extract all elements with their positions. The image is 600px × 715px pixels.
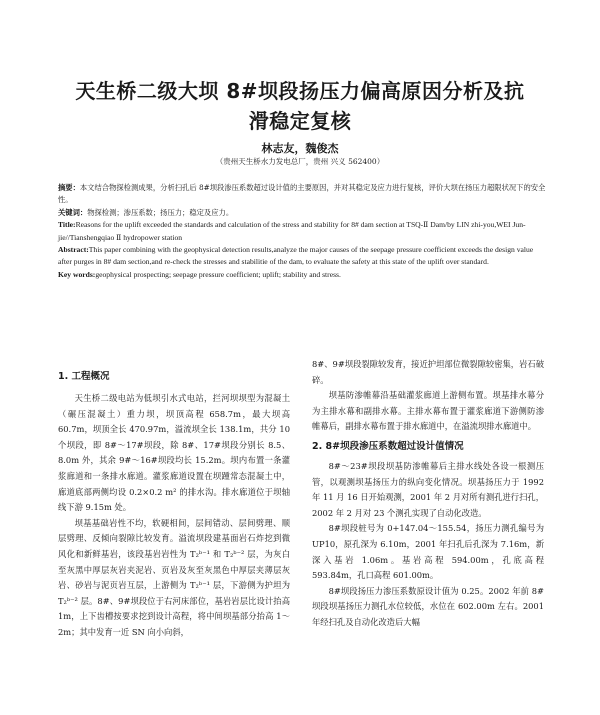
keywords-cn-text: 物探检测；渗压系数；扬压力；稳定及应力。	[87, 207, 234, 217]
abstract-en	[58, 244, 546, 269]
section-1-paragraph-1: 天生桥二级电站为低坝引水式电站，拦河坝坝型为混凝土（碾压混凝土）重力坝，坝顶高程 658.7m，最大坝高 60.7m，坝顶全长 470.97m，溢流坝全长 138.1m，共分 10 个坝段，即 8#～17#坝段，除 8#、17#坝段分别长 8.5、8.0m 外，其余 9#～16#坝段均长 15.2m。坝内布置一条灌浆廊道和一条排水廊道。灌浆廊道设置在坝踵常态混凝土中，廊道底部两侧均设 0.2×0.2 m² 的排水沟。排水廊道位于坝轴线下游 9.15m 处。	[58, 393, 290, 513]
abstract-en-text: This paper combining with the geophysical detection results,analyze the major causes of the seepage pressure coefficient exceeds the design value after purges in 8# dam section,and re-check the stresses and stabilitie of the dam, to evaluate the safety at this state of the uplift over standard.	[58, 245, 534, 267]
left-column	[58, 369, 290, 641]
abstract-cn-label: 摘要：	[58, 183, 80, 192]
keywords-cn	[58, 207, 546, 219]
section-1-paragraph-2: 坝基基础岩性不均，软硬相间，层间错动、层间劈理、顺层劈理、反倾向裂隙比较发育。溢流坝段建基面岩石炸挖到微风化和新鲜基岩，该段基岩岩性为 T₂ᵇ⁻¹ 和 T₂ᵇ⁻² 层，为灰白至灰黑中厚层灰岩夹泥岩、页岩及灰至灰黑色中厚层夹薄层灰岩、砂岩与泥页岩互层，上游侧为 T₂ᵇ⁻¹ 层，下游侧为护坦为 T₂ᵇ⁻² 层。8#、9#坝段位于右河床部位，基岩岩层比设计抬高 1m，上下齿槽按要求挖到设计高程，将中间坝基部分抬高 1～2m；其中发育一近 SN 向小向斜，	[58, 517, 290, 637]
paper-title	[40, 76, 560, 136]
keywords-cn-label: 关键词：	[58, 207, 88, 217]
abstract-cn-text: 本文结合物探检测成果，分析扫孔后 8#坝段渗压系数超过设计值的主要原因，并对其稳定及应力进行复核，评价大坝在扬压力超限状况下的安全性。	[58, 183, 546, 205]
section-2-paragraph-3: 8#坝段扬压力渗压系数原设计值为 0.25。2002 年前 8#坝段坝基扬压力测孔水位较低，水位在 602.00m 左右。2001 年经扫孔及自动化改造后大幅	[312, 585, 544, 627]
section-2-paragraph-2: 8#坝段桩号为 0+147.04～155.54，扬压力测孔编号为 UP10，原孔深为 6.10m，2001 年扫孔后孔深为 7.16m，新深入基岩 1.06m。基岩高程 594.00m，孔底高程 593.84m，孔口高程 601.00m。	[312, 523, 544, 581]
authors: 林志友，魏俊杰	[261, 142, 339, 155]
section-1-heading: 1. 工程概况	[58, 371, 110, 382]
title-line-2: 滑稳定复核	[248, 109, 352, 133]
keywords-en	[58, 269, 546, 281]
keywords-en-label: Key words:	[58, 269, 96, 279]
abstract-block	[58, 182, 546, 281]
right-column	[312, 357, 544, 631]
title-en-label: Title:	[58, 220, 76, 230]
section-2-heading: 2. 8#坝段渗压系数超过设计值情况	[312, 440, 464, 452]
affiliation: （贵州天生桥水力发电总厂，贵州 兴义 562400）	[215, 157, 385, 166]
abstract-cn	[58, 182, 546, 207]
section-1-paragraph-3: 坝基防渗帷幕沿基础灌浆廊道上游侧布置。坝基排水幕分为主排水幕和副排水幕。主排水幕布置于灌浆廊道下游侧防渗帷幕后，副排水幕布置于排水廊道中，在溢流坝排水廊道中。	[312, 390, 544, 432]
keywords-en-text: geophysical prospecting; seepage pressure coefficient; uplift; stability and stress.	[95, 269, 341, 279]
title-en-text: Reasons for the uplift exceeded the standards and calculation of the stress and stability for 8# dam section at TSQ-Ⅱ Dam/by LIN zhi-you,WEI Jun-jie//Tianshengqiao Ⅱ hydropower station	[58, 220, 526, 242]
abstract-en-label: Abstract:	[58, 245, 89, 255]
section-2-paragraph-1: 8#～23#坝段坝基防渗帷幕后主排水线处各设一根测压管，以观测坝基扬压力的纵向变化情况。坝基扬压力于 1992 年 11 月 16 日开始观测，2001 年 2 月对所有测孔进行扫孔，2002 年 2 月对 23 个测孔实现了自动化改造。	[312, 460, 544, 518]
title-en	[58, 219, 546, 244]
section-1-continuation: 8#、9#坝段裂隙较发育，接近护坦部位微裂隙较密集，岩石破碎。	[312, 359, 544, 385]
title-line-1: 天生桥二级大坝 8#坝段扬压力偏高原因分析及抗	[75, 79, 525, 103]
